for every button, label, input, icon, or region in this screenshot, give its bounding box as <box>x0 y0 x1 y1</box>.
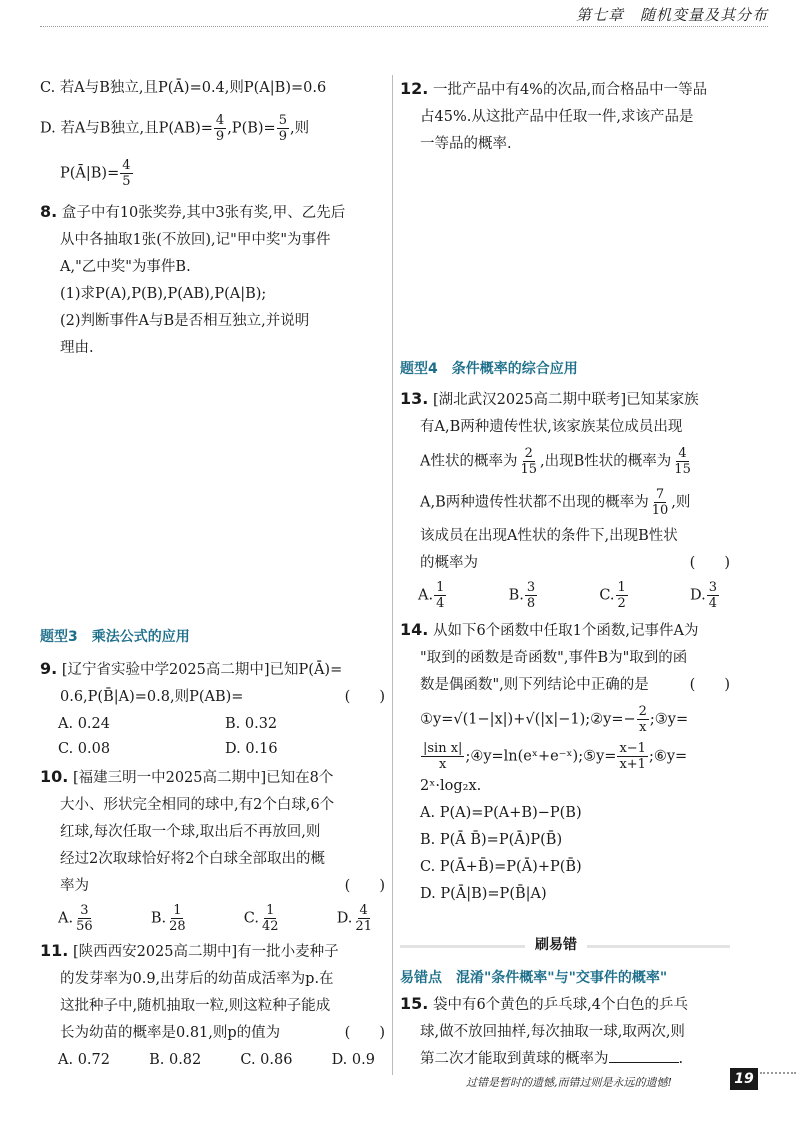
q7-option-c: C. 若A与B独立,且P(Ā)=0.4,则P(A|B)=0.6 <box>40 80 327 96</box>
fraction: $\frac{4}{5}$ <box>122 158 131 189</box>
error-section: 易错点 混淆"条件概率"与"交事件的概率" 15. 袋中有6个黄色的乒乓球,4个白色的乒乓 球,做不放回抽样,每次抽取一球,取两次,则 第二次才能取到黄球的概率为 . <box>400 966 730 1074</box>
column-divider <box>392 75 393 1075</box>
question-8: 8. 盒子中有10张奖券,其中3张有奖,甲、乙先后 从中各抽取1张(不放回),记"甲中奖"为事件 A,"乙中奖"为事件B. (1)求P(A),P(B),P(AB),P(A|B); (2)判断事件A与B是否相互独立,并说明 理由. <box>40 202 346 356</box>
section-title-3: 题型3 乘法公式的应用 <box>40 629 190 645</box>
section-title-4: 题型4 条件概率的综合应用 <box>400 361 578 377</box>
q14-option-d: D. P(Ā|B)=P(B̄|A) <box>420 886 547 902</box>
q14-option-c: C. P(Ā+B̄)=P(Ā)+P(B̄) <box>420 859 582 875</box>
left-column <box>40 76 385 1073</box>
banner-title: 刷易错 <box>525 934 587 954</box>
fraction: $\frac{4}{9}$ <box>215 113 225 144</box>
q13-options: A. $\frac{1}{4}$ B. $\frac{3}{8}$ C. $\frac{1}{2}$ D. $\frac{3}{4}$ <box>418 580 717 611</box>
footer-motto: 过错是暂时的遗憾,而错过则是永远的遗憾! <box>466 1076 672 1089</box>
error-point-title: 易错点 混淆"条件概率"与"交事件的概率" <box>400 970 668 986</box>
q7-option-d: D. 若A与B独立,且P(AB)= $\frac{4}{9}$ ,P(B)= $\frac{5}{9}$ ,则 <box>40 113 310 144</box>
chapter-header: 第七章 随机变量及其分布 <box>575 6 768 24</box>
fraction: $\frac{5}{9}$ <box>278 113 287 144</box>
header-divider <box>40 26 768 27</box>
q11-options: A. 0.72 B. 0.82 C. 0.86 D. 0.9 <box>58 1052 375 1068</box>
page-number: 19 <box>730 1068 758 1090</box>
question-14: 14. 从如下6个函数中任取1个函数,记事件A为 "取到的函数是奇函数",事件B为"取到的函 数是偶函数",则下列结论中正确的是 ( ) ①y=√(1−|x|)+√(|x|−1);②y=− $\frac{2}{x}$ ;③y= $\frac{\text{|sin x|}}{x}$ ;④y=ln(eˣ+e⁻ˣ);⑤y= $\frac{x-1}{x+1}$ ;⑥y= 2ˣ·log₂x. A. P(A)=P(A+B)−P(B) B. P(Ā B̄)=P(Ā)P(B̄) C. P(Ā+B̄)=P(Ā)+P(B̄) D. P(Ā|B)=P(B̄|A) <box>400 617 730 907</box>
question-10: 10. [福建三明一中2025高二期中]已知在8个 大小、形状完全相同的球中,有2个白球,6个 红球,每次任取一个球,取出后不再放回,则 经过2次取球恰好将2个白球全部取出的概 率为 ( ) A. $\frac{3}{56}$ B. $\frac{1}{28}$ C. $\frac{1}{42}$ D. $\frac{4}{21}$ <box>40 767 385 934</box>
q14-option-b: B. P(Ā B̄)=P(Ā)P(B̄) <box>420 832 563 848</box>
question-13: 13. [湖北武汉2025高二期中联考]已知某家族 有A,B两种遗传性状,该家族某位成员出现 A性状的概率为 $\frac{2}{15}$ ,出现B性状的概率为 $\frac{4}{15}$ A,B两种遗传性状都不出现的概率为 $\frac{7}{10}$ ,则 该成员在出现A性状的条件下,出现B性状 的概率为 ( ) A. $\frac{1}{4}$ B. $\frac{3}{8}$ C. $\frac{1}{2}$ D. $\frac{3}{4}$ <box>400 389 730 611</box>
q10-options: A. $\frac{3}{56}$ B. $\frac{1}{28}$ C. $\frac{1}{42}$ D. $\frac{4}{21}$ <box>58 903 372 934</box>
q14-option-a: A. P(A)=P(A+B)−P(B) <box>420 805 582 821</box>
question-12: 12. 一批产品中有4%的次品,而合格品中一等品 占45%.从这批产品中任取一件,求该产品是 一等品的概率. <box>400 79 708 152</box>
q7-option-d-cont: P(Ā|B)= $\frac{4}{5}$ <box>60 158 131 189</box>
question-11: 11. [陕西西安2025高二期中]有一批小麦种子 的发芽率为0.9,出芽后的幼苗成活率为p.在 这批种子中,随机抽取一粒,则这粒种子能成 长为幼苗的概率是0.81,则p的值为 ( ) A. 0.72 B. 0.82 C. 0.86 D. 0.9 <box>40 938 385 1073</box>
answer-parens: ( ) <box>344 689 385 705</box>
footer-decoration <box>760 1072 796 1096</box>
q8-number: 8. <box>40 202 58 221</box>
question-9: 9. [辽宁省实验中学2025高二期中]已知P(Ā)= 0.6,P(B̄|A)=0.8,则P(AB)= ( ) A. 0.24 B. 0.32 C. 0.08 D. 0.16 <box>40 659 385 757</box>
right-column <box>400 76 730 909</box>
error-banner <box>400 936 730 956</box>
answer-blank <box>609 1062 679 1063</box>
q9-options: A. 0.24 B. 0.32 <box>58 716 278 732</box>
